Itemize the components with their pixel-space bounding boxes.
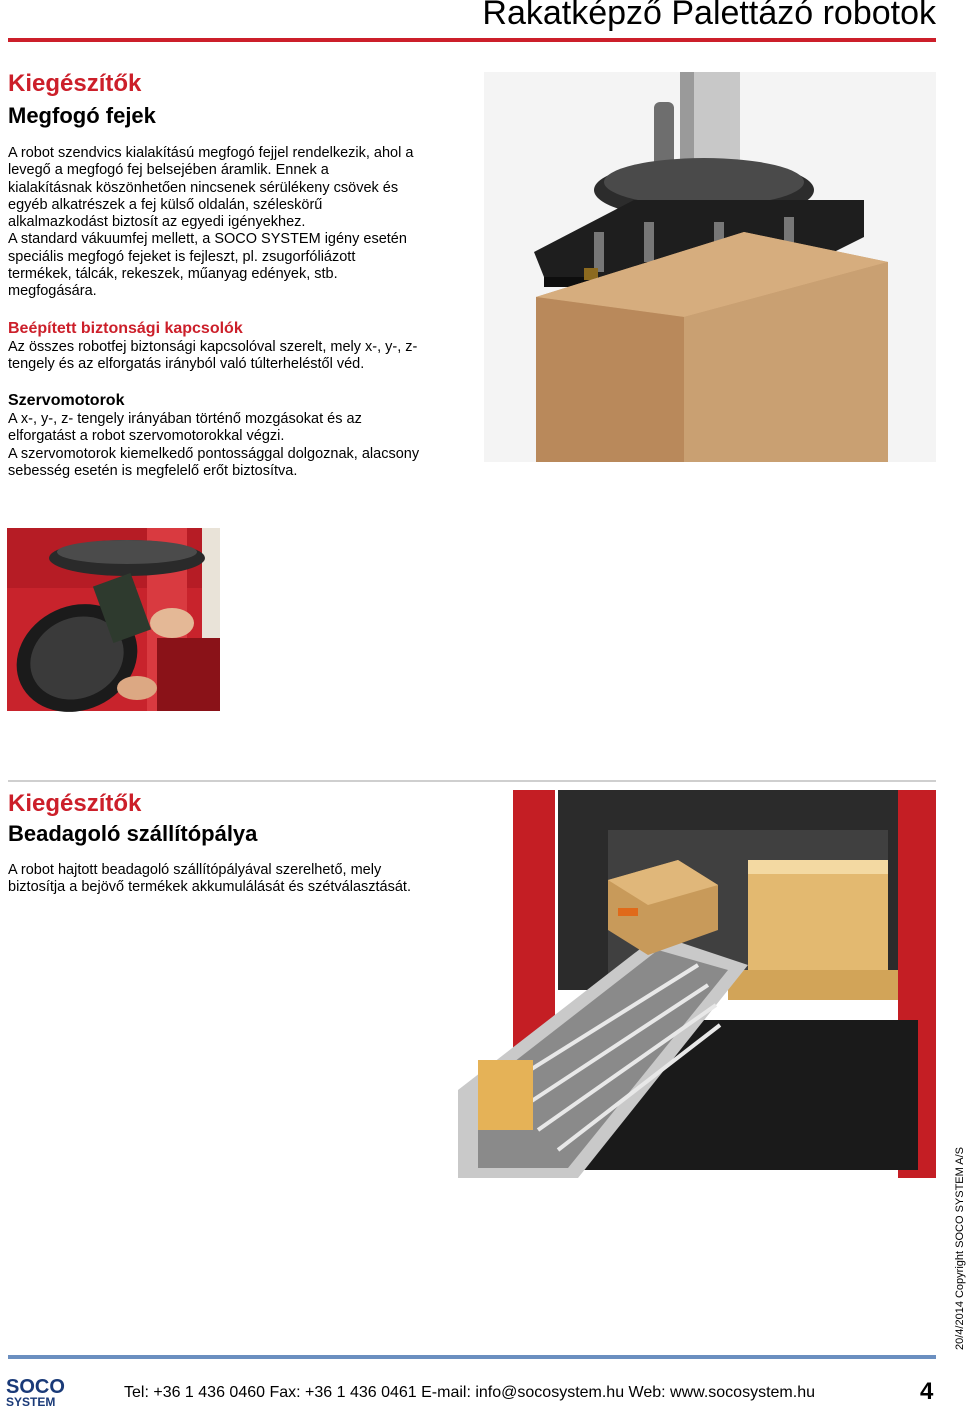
logo-bottom-word: SYSTEM [6, 1395, 56, 1409]
text-line: egyéb alkatrészek a fej külső oldalán, széleskörű [8, 196, 323, 213]
section2-paragraph [8, 862, 488, 897]
footer-contact: Tel: +36 1 436 0460 Fax: +36 1 436 0461 E-mail: info@socosystem.hu Web: www.socosystem.hu [124, 1384, 815, 1401]
text-line: kialakításnak köszönhetően nincsenek sérülékeny csövek és [8, 179, 399, 196]
footer-rule [8, 1355, 936, 1359]
title-rule [8, 38, 936, 42]
text-line: sebesség esetén is megfelelő erőt biztosítva. [8, 462, 298, 479]
page-number: 4 [920, 1378, 934, 1405]
copyright-vertical [938, 1147, 966, 1350]
text-line: biztosítja a bejövő termékek akkumulálását és szétválasztását. [8, 879, 411, 896]
text-line: levegő a megfogó fej belsejében áramlik. Ennek a [8, 162, 329, 179]
text-line: A x-, y-, z- tengely irányában történő mozgásokat és az [8, 411, 362, 427]
infeed-conveyor-render [458, 790, 936, 1178]
text-line: megfogására. [8, 283, 97, 300]
text-line: Az összes robotfej biztonsági kapcsolóval szerelt, mely x-, y-, z- [8, 339, 418, 355]
text-line: A szervomotorok kiemelkedő pontossággal dolgoznak, alacsony [8, 445, 420, 462]
section1-heading: Kiegészítők [8, 70, 142, 97]
copyright-text: 20/4/2014 Copyright SOCO SYSTEM A/S [954, 1147, 966, 1350]
text-line: A standard vákuumfej mellett, a SOCO SYSTEM igény esetén [8, 231, 407, 248]
section2-subheading: Beadagoló szállítópálya [8, 821, 258, 846]
safety-paragraph [8, 339, 478, 374]
logo-top-word: SOCO [6, 1376, 65, 1398]
text-line: A robot hajtott beadagoló szállítópályával szerelhető, mely [8, 862, 382, 878]
text-line: elforgatást a robot szervomotorokkal végzi. [8, 428, 285, 445]
safety-heading: Beépített biztonsági kapcsolók [8, 320, 243, 337]
servo-paragraph [8, 411, 478, 480]
text-line: speciális megfogó fejeket is fejleszt, pl. zsugorfóliázott [8, 248, 356, 265]
text-line: tengely és az elforgatás irányból való túlterheléstől véd. [8, 356, 365, 373]
section-divider [8, 780, 936, 782]
gripper-maintenance-photo [7, 528, 220, 711]
text-line: termékek, tálcák, rekeszek, műanyag edények, stb. [8, 266, 338, 283]
page-title: Rakatképző Palettázó robotok [482, 0, 936, 32]
section1-paragraph [8, 145, 478, 301]
section2-heading: Kiegészítők [8, 790, 142, 817]
soco-system-logo [6, 1376, 65, 1409]
gripper-head-photo [484, 72, 936, 462]
text-line: A robot szendvics kialakítású megfogó fejjel rendelkezik, ahol a [8, 145, 414, 161]
servo-heading: Szervomotorok [8, 392, 125, 409]
section1-subheading: Megfogó fejek [8, 103, 156, 128]
text-line: alkalmazkodást biztosít az egyedi igényekhez. [8, 214, 306, 231]
